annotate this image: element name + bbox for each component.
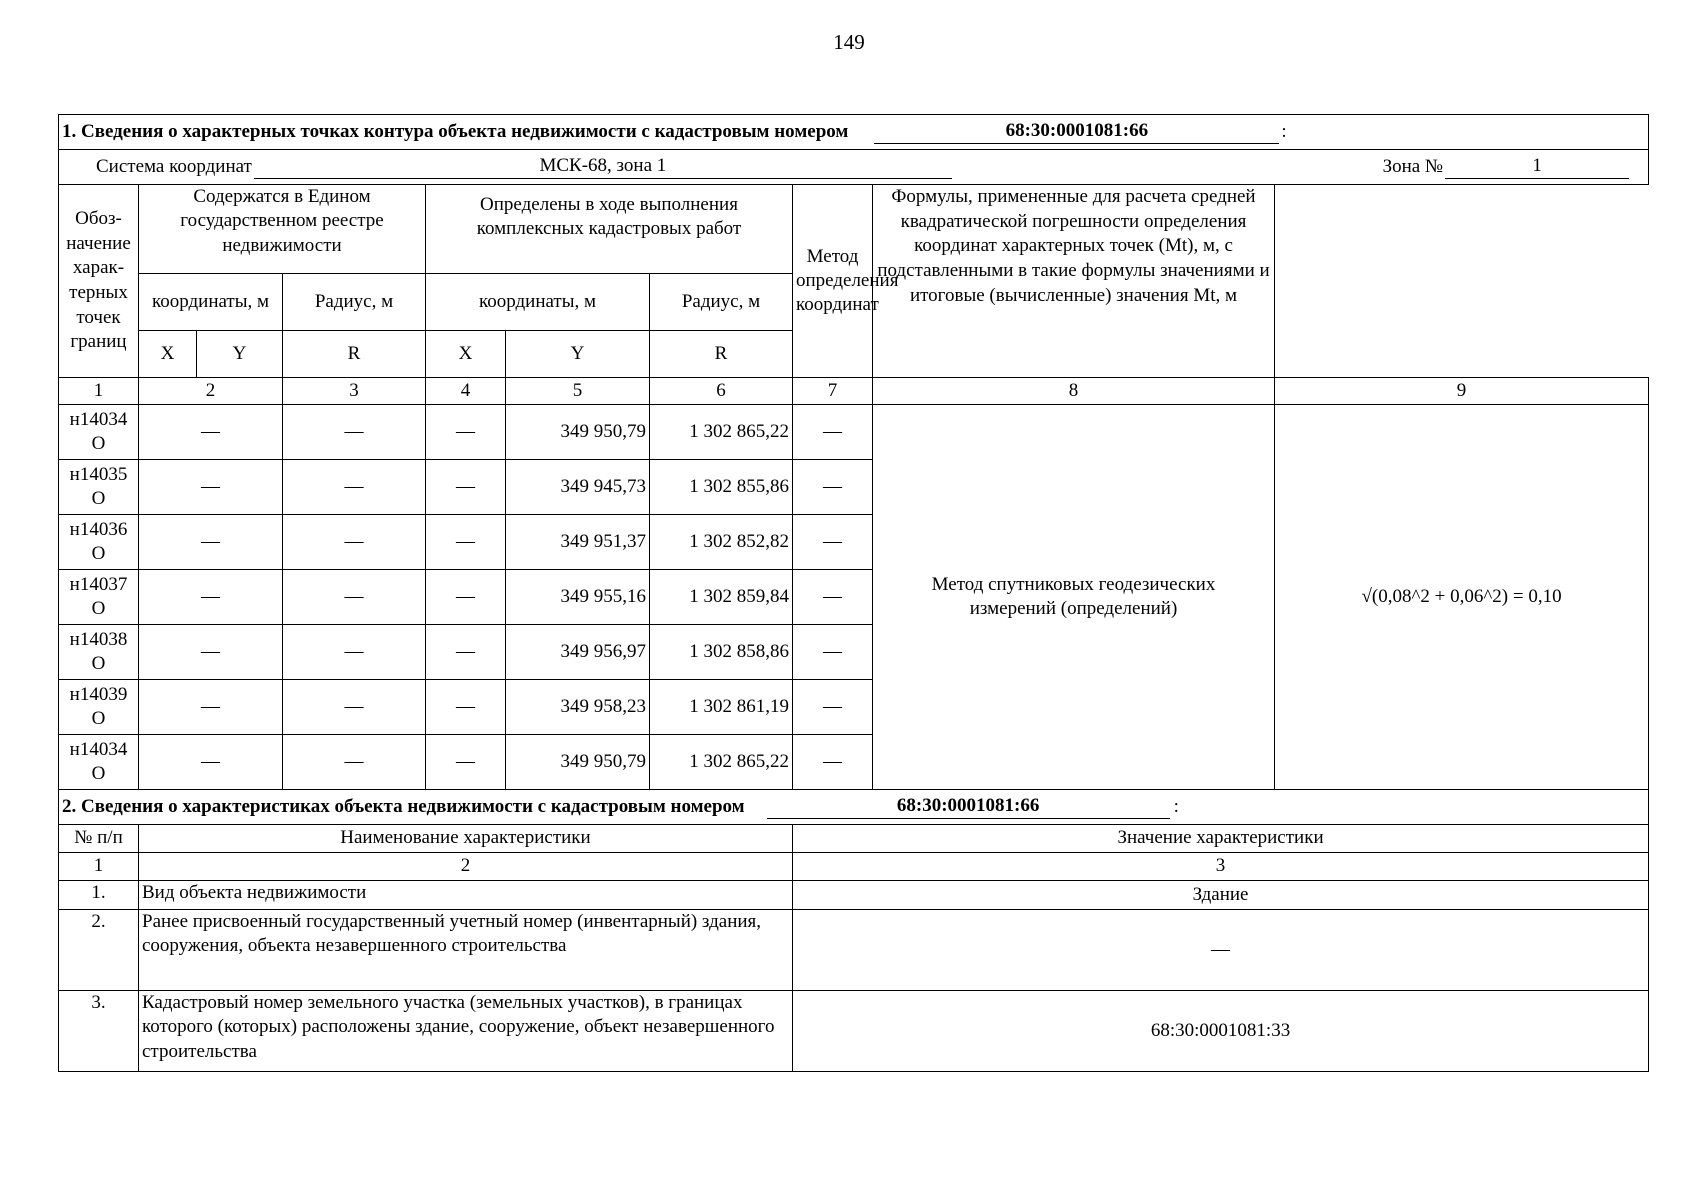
section2-title-row — [59, 790, 1649, 825]
header-egrn-coords: координаты, м — [139, 274, 283, 331]
egrn-r: — — [426, 515, 506, 570]
col-number: 9 — [1275, 378, 1649, 405]
section1-title: 1. Сведения о характерных точках контура объекта недвижимости с кадастровым номером — [62, 120, 849, 142]
row-num: 1. — [59, 881, 139, 910]
zone-value: 1 — [1445, 155, 1629, 179]
point-name: н14034 О — [59, 405, 139, 460]
header-kkr-radius: Радиус, м — [650, 274, 793, 331]
kkr-r: — — [793, 515, 873, 570]
col-number: 2 — [139, 378, 283, 405]
header-egrn-radius: Радиус, м — [283, 274, 426, 331]
header-kkr-y: Y — [506, 331, 650, 378]
zone-label: Зона № — [1382, 155, 1444, 177]
egrn-y: — — [283, 515, 426, 570]
coord-system-row — [59, 150, 1649, 185]
row-value: — — [793, 910, 1649, 991]
header-kkr: Определены в ходе выполнения комплексных кадастровых работ — [426, 185, 793, 274]
header-egrn: Содержатся в Едином государственном реестре недвижимости — [139, 185, 426, 274]
row-name: Ранее присвоенный государственный учетный номер (инвентарный) здания, сооружения, объекта незавершенного строительства — [139, 910, 793, 991]
header-num: № п/п — [59, 825, 139, 853]
col-number: 3 — [283, 378, 426, 405]
kkr-y: 1 302 861,19 — [650, 680, 793, 735]
header-kkr-coords: координаты, м — [426, 274, 650, 331]
egrn-y: — — [283, 625, 426, 680]
kkr-x: 349 950,79 — [506, 735, 650, 790]
col-number: 1 — [59, 378, 139, 405]
method-value: Метод спутниковых геодезических измерений (определений) — [873, 405, 1275, 790]
kkr-x: 349 955,16 — [506, 570, 650, 625]
section1-title-row — [59, 115, 1649, 150]
kkr-r: — — [793, 405, 873, 460]
kkr-y: 1 302 852,82 — [650, 515, 793, 570]
col-number: 3 — [793, 853, 1649, 881]
egrn-x: — — [139, 460, 283, 515]
egrn-y: — — [283, 735, 426, 790]
row-value: Здание — [793, 881, 1649, 910]
kkr-y: 1 302 855,86 — [650, 460, 793, 515]
kkr-y: 1 302 859,84 — [650, 570, 793, 625]
kkr-r: — — [793, 735, 873, 790]
kkr-r: — — [793, 625, 873, 680]
row-value: 68:30:0001081:33 — [793, 991, 1649, 1072]
header-value: Значение характеристики — [793, 825, 1649, 853]
kkr-y: 1 302 865,22 — [650, 735, 793, 790]
row-name: Кадастровый номер земельного участка (земельных участков), в границах которого (которых) расположены здание, сооружение, объект незавершенного строительства — [139, 991, 793, 1072]
formula-value: √(0,08^2 + 0,06^2) = 0,10 — [1275, 405, 1649, 790]
egrn-x: — — [139, 570, 283, 625]
egrn-r: — — [426, 405, 506, 460]
kkr-r: — — [793, 460, 873, 515]
header-egrn-x: X — [139, 331, 197, 378]
point-name: н14038 О — [59, 625, 139, 680]
egrn-x: — — [139, 680, 283, 735]
egrn-y: — — [283, 570, 426, 625]
egrn-x: — — [139, 515, 283, 570]
col-number: 1 — [59, 853, 139, 881]
section1-cadastral-number: 68:30:0001081:66 — [874, 120, 1279, 144]
header-name: Наименование характеристики — [139, 825, 793, 853]
egrn-x: — — [139, 625, 283, 680]
kkr-x: 349 958,23 — [506, 680, 650, 735]
col-number: 6 — [650, 378, 793, 405]
header-egrn-r: R — [283, 331, 426, 378]
header-kkr-r: R — [650, 331, 793, 378]
header-designation: Обоз- начение харак- терных точек границ — [59, 185, 139, 378]
table-row — [59, 405, 1649, 460]
col-number: 4 — [426, 378, 506, 405]
egrn-r: — — [426, 625, 506, 680]
point-name: н14036 О — [59, 515, 139, 570]
header-formulas: Формулы, примененные для расчета средней квадратической погрешности определения координат характерных точек (Mt), м, с подставленными в такие формулы значениями и итоговые (вычисленные) значения Mt, м — [873, 185, 1275, 378]
kkr-x: 349 956,97 — [506, 625, 650, 680]
row-name: Вид объекта недвижимости — [139, 881, 793, 910]
egrn-r: — — [426, 460, 506, 515]
cadastral-table — [58, 114, 1649, 1072]
egrn-r: — — [426, 680, 506, 735]
table-row — [59, 881, 1649, 910]
col-number: 5 — [506, 378, 650, 405]
point-name: н14039 О — [59, 680, 139, 735]
row-num: 2. — [59, 910, 139, 991]
point-name: н14035 О — [59, 460, 139, 515]
kkr-r: — — [793, 680, 873, 735]
kkr-r: — — [793, 570, 873, 625]
section2-cadastral-number: 68:30:0001081:66 — [767, 795, 1170, 819]
egrn-y: — — [283, 460, 426, 515]
header-egrn-y: Y — [197, 331, 283, 378]
kkr-x: 349 950,79 — [506, 405, 650, 460]
coord-system-value: МСК-68, зона 1 — [254, 155, 952, 179]
egrn-x: — — [139, 735, 283, 790]
table-row — [59, 991, 1649, 1072]
header-method: Метод определения координат — [793, 185, 873, 378]
col-number: 2 — [139, 853, 793, 881]
table-row — [59, 910, 1649, 991]
section2-title: 2. Сведения о характеристиках объекта недвижимости с кадастровым номером — [62, 795, 745, 817]
egrn-x: — — [139, 405, 283, 460]
header-kkr-x: X — [426, 331, 506, 378]
egrn-y: — — [283, 680, 426, 735]
col-number: 7 — [793, 378, 873, 405]
point-name: н14037 О — [59, 570, 139, 625]
egrn-r: — — [426, 735, 506, 790]
egrn-r: — — [426, 570, 506, 625]
coord-system-label: Система координат — [96, 155, 252, 177]
kkr-y: 1 302 858,86 — [650, 625, 793, 680]
col-number: 8 — [873, 378, 1275, 405]
egrn-y: — — [283, 405, 426, 460]
section1-colon: : — [1281, 120, 1287, 142]
kkr-x: 349 945,73 — [506, 460, 650, 515]
page-number: 149 — [833, 30, 865, 54]
kkr-x: 349 951,37 — [506, 515, 650, 570]
point-name: н14034 О — [59, 735, 139, 790]
row-num: 3. — [59, 991, 139, 1072]
kkr-y: 1 302 865,22 — [650, 405, 793, 460]
section2-colon: : — [1173, 795, 1179, 817]
